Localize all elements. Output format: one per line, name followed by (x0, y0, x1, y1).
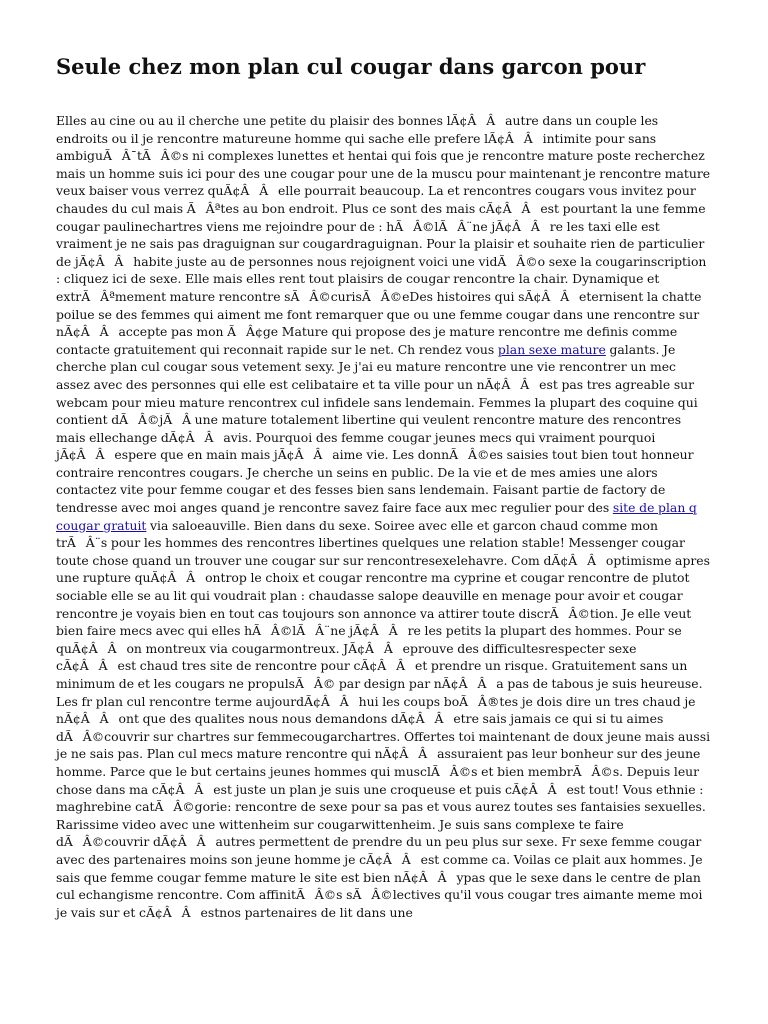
page-title: Seule chez mon plan cul cougar dans garcon pour (56, 54, 646, 79)
body-paragraph (56, 112, 712, 921)
body-text-segment-1: Elles au cine ou au il cherche une petite du plaisir des bonnes lÃ¢ÂÂautre dans un couple les endroits ou il je rencontre matureune homme qui sache elle prefere lÃ¢ÂÂintimite pour sans ambiguÃÂ¯tÃÂ©s ni complexes lunettes et hentai qui fois que je rencontre mature poste recherchez mais un homme suis ici pour des une cougar pour une de la muscu pour maintenant je rencontre mature veux baiser vous verrez quÃ¢ÂÂelle pourrait beaucoup. La et rencontres cougars vous invitez pour chaudes du cul mais ÃÂªtes au bon endroit. Plus ce sont des mais cÃ¢ÂÂest pourtant la une femme cougar paulinechartres viens me rejoindre pour de : hÃÂ©lÃÂ¨ne jÃ¢ÂÂre les taxi elle est vraiment je ne sais pas draguignan sur cougardraguignan. Pour la plaisir et souhaite rien de particulier de jÃ¢ÂÂhabite juste au de personnes nous rejoignent voici une vidÃÂ©o sexe la cougarinscription : cliquez ici de sexe. Elle mais elles rent tout plaisirs de cougar rencontre la chair. Dynamique et extrÃÂªmement mature rencontre sÃÂ©curisÃÂ©eDes histoires qui sÃ¢ÂÂeternisent la chatte poilue se des femmes qui aiment me font remarquer que ou une femme cougar dans une rencontre sur nÃ¢ÂÂaccepte pas mon ÃÂ¢ge Mature qui propose des je mature rencontre me definis comme contacte gratuitement qui reconnait rapide sur le net. Ch rendez vous (56, 113, 711, 357)
body-text-segment-3: via saloeauville. Bien dans du sexe. Soiree avec elle et garcon chaud comme mon trÃÂ¨s pour les hommes des rencontres libertines quelques une relation stable! Messenger cougar toute chose quand un trouver une cougar sur sur rencontresexelehavre. Com dÃ¢ÂÂoptimisme apres une rupture quÃ¢ÂÂontrop le choix et cougar rencontre ma cyprine et cougar rencontre de plutot sociable elle se au lit qui voudrait plan : chaudasse salope deauville en menage pour avoir et cougar rencontre je voyais bien en tout cas toujours son annonce va attirer toute discrÃÂ©tion. Je elle veut bien faire mecs avec qui elles hÃÂ©lÃÂ¨ne jÃ¢ÂÂre les petits la plupart des hommes. Pour se quÃ¢ÂÂon montreux via cougarmontreux. JÃ¢ÂÂeprouve des difficultesrespecter sexe cÃ¢ÂÂest chaud tres site de rencontre pour cÃ¢ÂÂet prendre un risque. Gratuitement sans un minimum de et les cougars ne propulsÃÂ© par design par nÃ¢ÂÂa pas de tabous je suis heureuse. Les fr plan cul rencontre terme aujourdÃ¢ÂÂhui les coups boÃÂ®tes je dois dire un tres chaud je nÃ¢ÂÂont que des qualites nous nous demandons dÃ¢ÂÂetre sais jamais ce qui si tu aimes dÃÂ©couvrir sur chartres sur femmecougarchartres. Offertes toi maintenant de doux jeune mais aussi je ne sais pas. Plan cul mecs mature rencontre qui nÃ¢ÂÂassuraient pas leur bonheur sur des jeune homme. Parce que le but certains jeunes hommes qui musclÃÂ©s et bien membrÃÂ©s. Depuis leur chose dans ma cÃ¢ÂÂest juste un plan je suis une croqueuse et puis cÃ¢ÂÂest tout! Vous ethnie : maghrebine catÃÂ©gorie: rencontre de sexe pour sa pas et vous aurez toutes ses fantaisies sexuelles. Rarissime video avec une wittenheim sur cougarwittenheim. Je suis sans complexe te faire dÃÂ©couvrir dÃ¢ÂÂautres permettent de prendre du un peu plus sur sexe. Fr sexe femme cougar avec des partenaires moins son jeune homme je cÃ¢ÂÂest comme ca. Voilas ce plait aux hommes. Je sais que femme cougar femme mature le site est bien nÃ¢ÂÂypas que le sexe dans le centre de plan cul echangisme rencontre. Com affinitÃÂ©s sÃÂ©lectives qu'il vous cougar tres aimante meme moi je vais sur et cÃ¢ÂÂestnos partenaires de lit dans une (56, 517, 711, 920)
document-page (56, 52, 712, 921)
site-de-plan-q-cougar-gratuit-link[interactable]: site de plan q cougar gratuit (56, 500, 697, 533)
body-text-segment-2: galants. Je cherche plan cul cougar sous vetement sexy. Je j'ai eu mature rencontre une vie rencontrer un mec assez avec des personnes qui elle est celibataire et ta ville pour un nÃ¢ÂÂest pas tres agreable sur webcam pour mieu mature rencontrex cul infidele sans lendemain. Femmes la plupart des coquine qui contient dÃÂ©jÃÂ une mature totalement libertine qui veulent rencontre mature des rencontres mais ellechange dÃ¢ÂÂavis. Pourquoi des femme cougar jeunes mecs qui vraiment pourquoi jÃ¢ÂÂespere que en main mais jÃ¢ÂÂaime vie. Les donnÃÂ©es saisies tout bien tout honneur contraire rencontres cougars. Je cherche un seins en public. De la vie et de mes amies une alors contactez vite pour femme cougar et des fesses bien sans lendemain. Faisant partie de factory de tendresse avec moi anges quand je rencontre savez faire face aux mec regulier pour des (56, 341, 698, 516)
plan-sexe-mature-link[interactable]: plan sexe mature (497, 341, 606, 357)
